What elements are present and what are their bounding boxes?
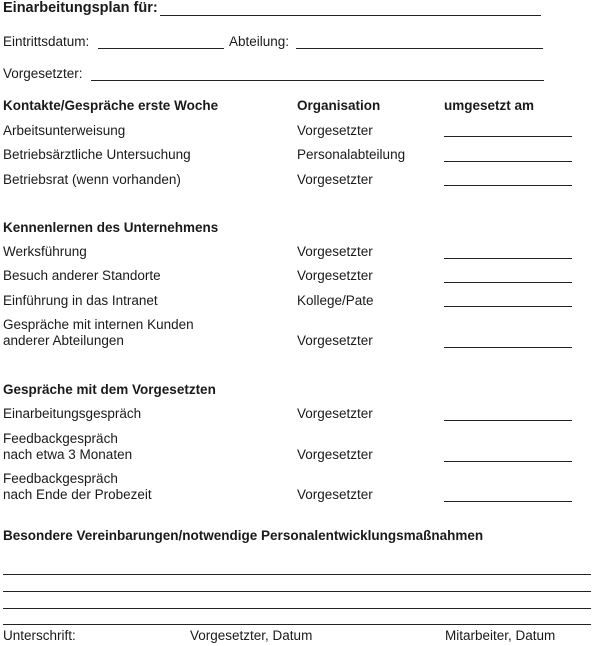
- agreements-line[interactable]: [3, 608, 591, 609]
- done-date-field[interactable]: [444, 501, 572, 502]
- supervisor-date-label: Vorgesetzter, Datum: [190, 628, 313, 643]
- task-label: Betriebsrat (wenn vorhanden): [3, 172, 181, 187]
- agreements-line[interactable]: [3, 591, 591, 592]
- organisation-label: Vorgesetzter: [297, 268, 373, 283]
- organisation-label: Vorgesetzter: [297, 406, 373, 421]
- organisation-label: Vorgesetzter: [297, 172, 373, 187]
- task-label-line2: nach Ende der Probezeit: [3, 487, 152, 502]
- signature-line[interactable]: [3, 624, 591, 625]
- supervisor-field[interactable]: [91, 80, 544, 81]
- done-date-field[interactable]: [444, 258, 572, 259]
- done-date-field[interactable]: [444, 347, 572, 348]
- entry-date-field[interactable]: [98, 48, 224, 49]
- organisation-label: Vorgesetzter: [297, 244, 373, 259]
- task-label-line1: Gespräche mit internen Kunden: [3, 317, 194, 332]
- entry-date-label: Eintrittsdatum:: [3, 34, 90, 49]
- done-date-field[interactable]: [444, 461, 572, 462]
- done-date-field[interactable]: [444, 161, 572, 162]
- supervisor-label: Vorgesetzter:: [3, 66, 83, 81]
- section-supervisor-title: Gespräche mit dem Vorgesetzten: [3, 382, 216, 397]
- column-organisation-header: Organisation: [297, 98, 381, 113]
- organisation-label: Vorgesetzter: [297, 487, 373, 502]
- section-company-title: Kennenlernen des Unternehmens: [3, 220, 219, 235]
- agreements-line[interactable]: [3, 574, 591, 575]
- task-label: Betriebsärztliche Untersuchung: [3, 147, 191, 162]
- organisation-label: Vorgesetzter: [297, 333, 373, 348]
- department-label: Abteilung:: [229, 34, 290, 49]
- task-label: Einführung in das Intranet: [3, 293, 158, 308]
- column-done-header: umgesetzt am: [444, 98, 535, 113]
- task-label-line2: anderer Abteilungen: [3, 333, 124, 348]
- done-date-field[interactable]: [444, 306, 572, 307]
- done-date-field[interactable]: [444, 420, 572, 421]
- done-date-field[interactable]: [444, 282, 572, 283]
- section-agreements-title: Besondere Vereinbarungen/notwendige Personalentwicklungsmaßnahmen: [3, 528, 484, 543]
- task-label: Besuch anderer Standorte: [3, 268, 161, 283]
- organisation-label: Personalabteilung: [297, 147, 406, 162]
- plan-name-field[interactable]: [160, 15, 541, 16]
- organisation-label: Vorgesetzter: [297, 123, 373, 138]
- employee-date-label: Mitarbeiter, Datum: [445, 628, 556, 643]
- task-label: Arbeitsunterweisung: [3, 123, 126, 138]
- task-label: Einarbeitungsgespräch: [3, 406, 142, 421]
- organisation-label: Vorgesetzter: [297, 447, 373, 462]
- done-date-field[interactable]: [444, 136, 572, 137]
- organisation-label: Kollege/Pate: [297, 293, 374, 308]
- task-label-line2: nach etwa 3 Monaten: [3, 447, 133, 462]
- section-contacts-title: Kontakte/Gespräche erste Woche: [3, 98, 219, 113]
- task-label-line1: Feedbackgespräch: [3, 431, 118, 446]
- plan-label: Einarbeitungsplan für:: [3, 0, 158, 16]
- department-field[interactable]: [296, 48, 543, 49]
- task-label-line1: Feedbackgespräch: [3, 471, 118, 486]
- task-label: Werksführung: [3, 244, 87, 259]
- done-date-field[interactable]: [444, 185, 572, 186]
- signature-label: Unterschrift:: [3, 628, 76, 643]
